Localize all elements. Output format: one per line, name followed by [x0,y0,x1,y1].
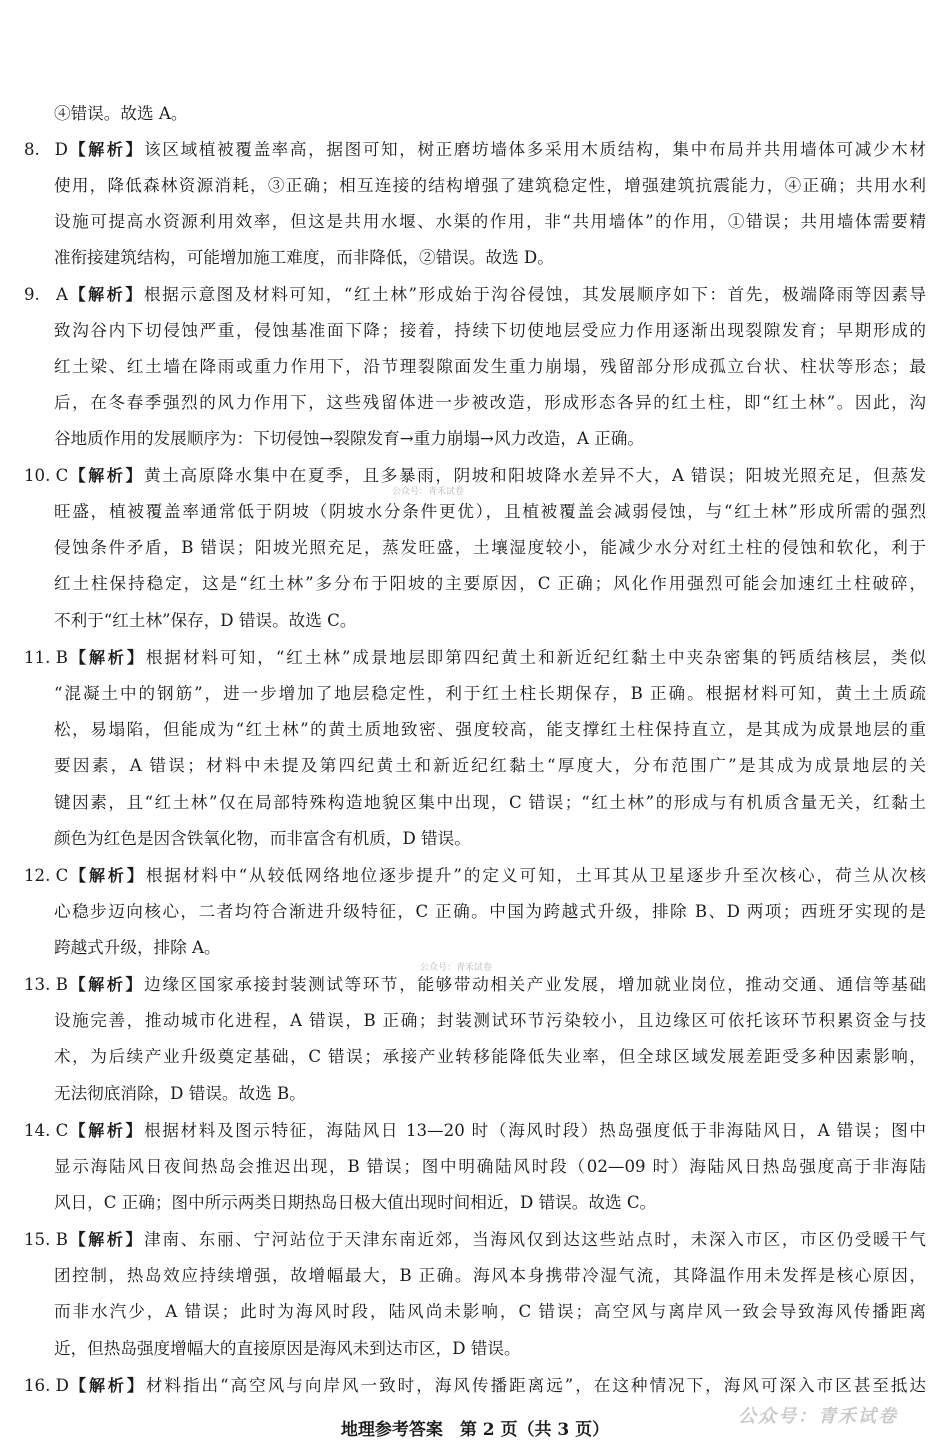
analysis-tag: 【解析】 [68,140,145,159]
question-number: 9. A [24,285,68,304]
line-text: “混凝土中的钢筋”，进一步增加了地层稳定性，利于红土柱长期保存，B 正确。根据材料可知，黄土土质疏 [54,684,926,703]
line-text: 设施完善，推动城市化进程，A 错误，B 正确；封装测试环节污染较小，且边缘区可依托该环节积累资金与技 [54,1011,926,1030]
line-text: 红土柱保持稳定，这是“红土林”多分布于阳坡的主要原因，C 正确；风化作用强烈可能会加速红土柱破碎， [54,574,926,593]
line-text: 侵蚀条件矛盾，B 错误；阳坡光照充足，蒸发旺盛，土壤湿度较小，能减少水分对红土柱的侵蚀和软化，利于 [54,538,926,557]
line-text: 无法彻底消除，D 错误。故选 B。 [54,1084,306,1103]
answer-text-line [54,210,926,234]
answer-item-first-line [24,1119,926,1143]
analysis-tag: 【解析】 [68,1121,145,1140]
answer-text-line [54,827,926,851]
question-number: 8. D [24,140,68,159]
answer-text-line [54,1191,926,1215]
line-text: 使用，降低森林资源消耗，③正确；相互连接的结构增强了建筑稳定性，增强建筑抗震能力，④正确；共用水利 [54,176,926,195]
line-text: 旺盛，植被覆盖率通常低于阴坡（阴坡水分条件更优），且植被覆盖会减弱侵蚀，与“红土林”形成所需的强烈 [54,502,926,521]
answer-text-line [54,319,926,343]
question-number: 11. B [24,648,68,667]
line-text: 谷地质作用的发展顺序为：下切侵蚀→裂隙发育→重力崩塌→风力改造，A 正确。 [54,429,644,448]
question-number: 15. B [24,1230,68,1249]
line-text: 边缘区国家承接封装测试等环节，能够带动相关产业发展，增加就业岗位，推动交通、通信等基础 [144,975,926,994]
footer-watermark: 公众号：青禾试卷 [738,1406,898,1427]
answer-text-line [54,572,926,596]
line-text: 松，易塌陷，但能成为“红土林”的黄土质地致密、强度较高，能支撑红土柱保持直立，是其成为成景地层的重 [54,720,926,739]
answer-item-first-line [24,283,926,307]
analysis-tag: 【解析】 [68,975,145,994]
line-text: 根据材料中“从较低网络地位逐步提升”的定义可知，土耳其从卫星逐步升至次核心，荷兰从次核 [145,866,926,885]
answer-text-line [54,391,926,415]
question-number: 14. C [24,1121,69,1140]
answer-text-line [54,682,926,706]
page-footer: 地理参考答案 第 2 页（共 3 页） [340,1420,610,1440]
answer-text-line [54,791,926,815]
line-text: 致沟谷内下切侵蚀严重，侵蚀基准面下降；接着，持续下切使地层受应力作用逐渐出现裂隙发育；早期形成的 [54,321,926,340]
answer-item-first-line [24,1374,926,1398]
analysis-tag: 【解析】 [68,285,144,304]
analysis-tag: 【解析】 [68,466,145,485]
line-text: ④错误。故选 A。 [54,104,188,123]
answer-text-line [54,174,926,198]
answer-text-line [54,1009,926,1033]
watermark-text: 公众号：青禾试卷 [392,487,465,497]
line-text: 津南、东丽、宁河站位于天津东南近郊，当海风仅到达这些站点时，未深入市区，市区仍受暖干气 [144,1230,926,1249]
line-text: 颜色为红色是因含铁氧化物，而非富含有机质，D 错误。 [54,829,471,848]
line-text: 跨越式升级，排除 A。 [54,938,221,957]
analysis-tag: 【解析】 [68,1376,146,1395]
line-text: 近，但热岛强度增幅大的直接原因是海风未到达市区，D 错误。 [54,1339,521,1358]
line-text: 显示海陆风日夜间热岛会推迟出现，B 错误；图中明确陆风时段（02—09 时）海陆风日热岛强度高于非海陆 [54,1157,926,1176]
line-text: 要因素，A 错误；材料中未提及第四纪黄土和新近纪红黏土“厚度大，分布范围广”是其成为成景地层的关 [54,756,926,775]
line-text: 后，在冬春季强烈的风力作用下，这些残留体进一步被改造，形成形态各异的红土柱，即“红土林”。因此，沟 [54,393,926,412]
line-text: 根据材料及图示特征，海陆风日 13—20 时（海风时段）热岛强度低于非海陆风日，A 错误；图中 [144,1121,926,1140]
answer-text-line [54,427,926,451]
line-text: 材料指出“高空风与向岸风一致时，海风传播距离远”，在这种情况下，海风可深入市区甚至抵达 [145,1376,926,1395]
analysis-tag: 【解析】 [68,866,146,885]
analysis-tag: 【解析】 [68,648,146,667]
question-number: 10. C [24,466,69,485]
answer-text-line [54,1082,926,1106]
line-text: 根据示意图及材料可知，“红土林”形成始于沟谷侵蚀，其发展顺序如下：首先，极端降雨等因素导 [143,285,926,304]
answer-text-line [54,609,926,633]
answer-text-line [54,754,926,778]
analysis-tag: 【解析】 [68,1230,145,1249]
line-text: 准衔接建筑结构，可能增加施工难度，而非降低，②错误。故选 D。 [54,248,554,267]
answer-item-first-line [24,646,926,670]
line-text: 风日，C 正确；图中所示两类日期热岛日极大值出现时间相近，D 错误。故选 C。 [54,1193,657,1212]
question-number: 16. D [24,1376,69,1395]
answer-text-line [54,1300,926,1324]
line-text: 键因素，且“红土林”仅在局部特殊构造地貌区集中出现，C 错误；“红土林”的形成与有机质含量无关，红黏土 [54,793,926,812]
answer-text-line [54,102,926,126]
line-text: 而非水汽少，A 错误；此时为海风时段，陆风尚未影响，C 错误；高空风与离岸风一致会导致海风传播距离 [54,1302,926,1321]
answer-text-line [54,536,926,560]
answer-text-line [54,1045,926,1069]
answer-text-line [54,1264,926,1288]
answer-text-line [54,718,926,742]
line-text: 该区域植被覆盖率高，据图可知，树正磨坊墙体多采用木质结构，集中布局并共用墙体可减少木材 [144,140,926,159]
answer-text-line [54,355,926,379]
answer-text-line [54,1155,926,1179]
answer-item-first-line [24,138,926,162]
line-text: 设施可提高水资源利用效率，但这是共用水堰、水渠的作用，非“共用墙体”的作用，①错误；共用墙体需要精 [54,212,926,231]
answer-item-first-line [24,464,926,488]
line-text: 不利于“红土林”保存，D 错误。故选 C。 [54,611,357,630]
question-number: 12. C [24,866,69,885]
line-text: 团控制，热岛效应持续增强，故增幅最大，B 正确。海风本身携带冷湿气流，其降温作用未发挥是核心原因， [54,1266,926,1285]
line-text: 心稳步迈向核心，二者均符合渐进升级特征，C 正确。中国为跨越式升级，排除 B、D 两项；西班牙实现的是 [54,902,926,921]
answer-text-line [54,246,926,270]
answer-item-first-line [24,973,926,997]
answer-text-line [54,1337,926,1361]
answer-text-line [54,500,926,524]
line-text: 术，为后续产业升级奠定基础，C 错误；承接产业转移能降低失业率，但全球区域发展差距受多种因素影响， [54,1047,926,1066]
answer-item-first-line [24,1228,926,1252]
question-number: 13. B [24,975,68,994]
answer-text-line [54,900,926,924]
line-text: 红土梁、红土墙在降雨或重力作用下，沿节理裂隙面发生重力崩塌，残留部分形成孤立台状、柱状等形态；最 [54,357,926,376]
answer-text-line [54,936,926,960]
line-text: 根据材料可知，“红土林”成景地层即第四纪黄土和新近纪红黏土中夹杂密集的钙质结核层，类似 [145,648,926,667]
answer-item-first-line [24,864,926,888]
line-text: 黄土高原降水集中在夏季，且多暴雨，阴坡和阳坡降水差异不大，A 错误；阳坡光照充足，但蒸发 [144,466,926,485]
watermark-text: 公众号：青禾试卷 [420,963,493,973]
